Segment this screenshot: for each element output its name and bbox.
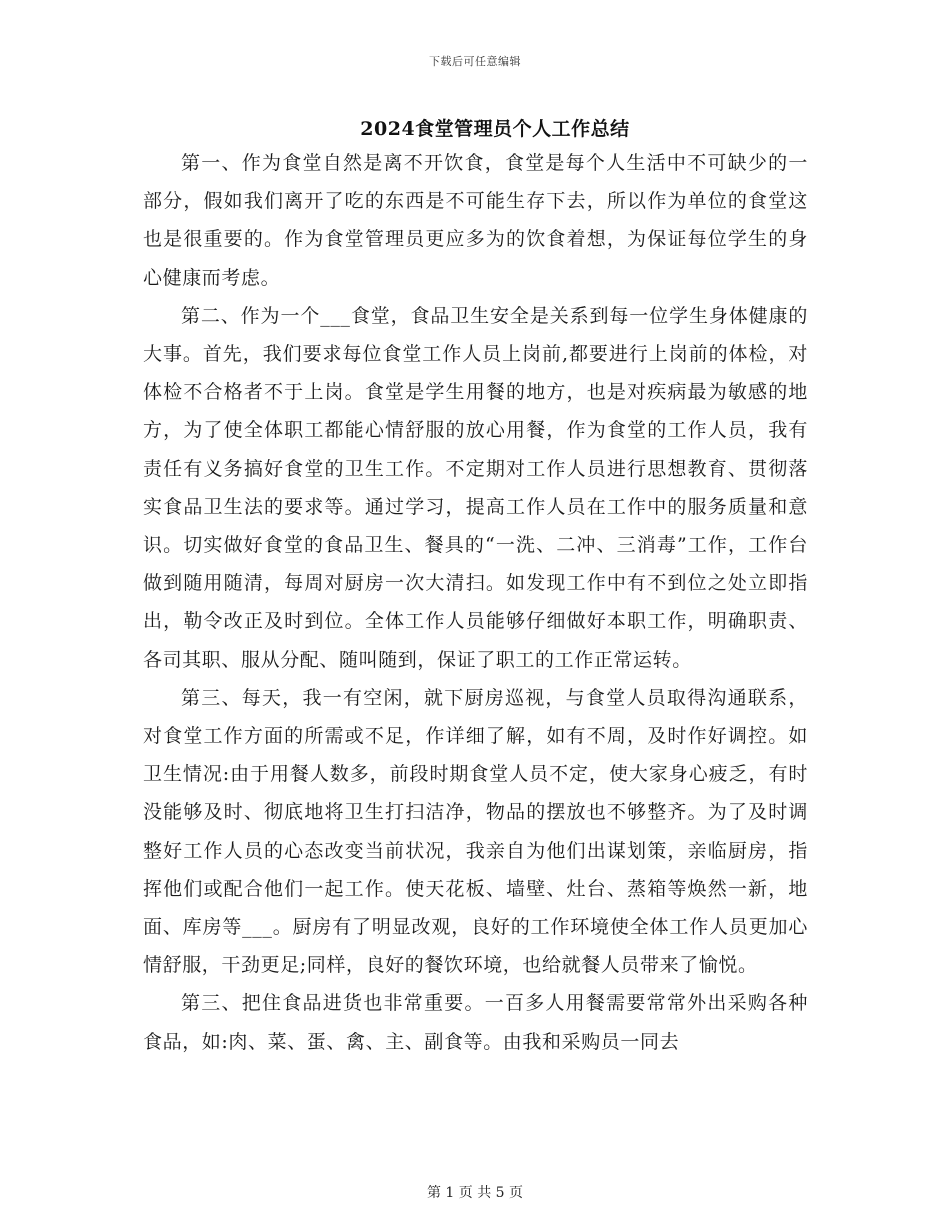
- paragraph-2: 第二、作为一个___食堂，食品卫生安全是关系到每一位学生身体健康的大事。首先，我们要求每位食堂工作人员上岗前,都要进行上岗前的体检，对体检不合格者不于上岗。食堂是学生用餐的地方，也是对疾病最为敏感的地方，为了使全体职工都能心情舒服的放心用餐，作为食堂的工作人员，我有责任有义务搞好食堂的卫生工作。不定期对工作人员进行思想教育、贯彻落实食品卫生法的要求等。通过学习，提高工作人员在工作中的服务质量和意识。切实做好食堂的食品卫生、餐具的“一洗、二冲、三消毒”工作，工作台做到随用随清，每周对厨房一次大清扫。如发现工作中有不到位之处立即指出，勒令改正及时到位。全体工作人员能够仔细做好本职工作，明确职责、各司其职、服从分配、随叫随到，保证了职工的工作正常运转。: [143, 304, 808, 671]
- paragraph-3: 第三、每天，我一有空闲，就下厨房巡视，与食堂人员取得沟通联系，对食堂工作方面的所需或不足，作详细了解，如有不周，及时作好调控。如卫生情况:由于用餐人数多，前段时期食堂人员不定，使大家身心疲乏，有时没能够及时、彻底地将卫生打扫洁净，物品的摆放也不够整齐。为了及时调整好工作人员的心态改变当前状况，我亲自为他们出谋划策，亲临厨房，指挥他们或配合他们一起工作。使天花板、墙壁、灶台、蒸箱等焕然一新，地面、库房等___。厨房有了明显改观，良好的工作环境使全体工作人员更加心情舒服，干劲更足;同样，良好的餐饮环境，也给就餐人员带来了愉悦。: [143, 686, 808, 977]
- paragraph-1: 第一、作为食堂自然是离不开饮食，食堂是每个人生活中不可缺少的一部分，假如我们离开了吃的东西是不可能生存下去，所以作为单位的食堂这也是很重要的。作为食堂管理员更应多为的饮食着想，为保证每位学生的身心健康而考虑。: [143, 152, 808, 289]
- document-body: [143, 144, 808, 1061]
- page-number: 第 1 页 共 5 页: [426, 1185, 524, 1201]
- paragraph-4: 第三、把住食品进货也非常重要。一百多人用餐需要常常外出采购各种食品，如:肉、菜、蛋、禽、主、副食等。由我和采购员一同去: [143, 992, 808, 1053]
- document-title: 2024食堂管理员个人工作总结: [360, 118, 630, 140]
- header-note: 下载后可任意编辑: [429, 55, 521, 68]
